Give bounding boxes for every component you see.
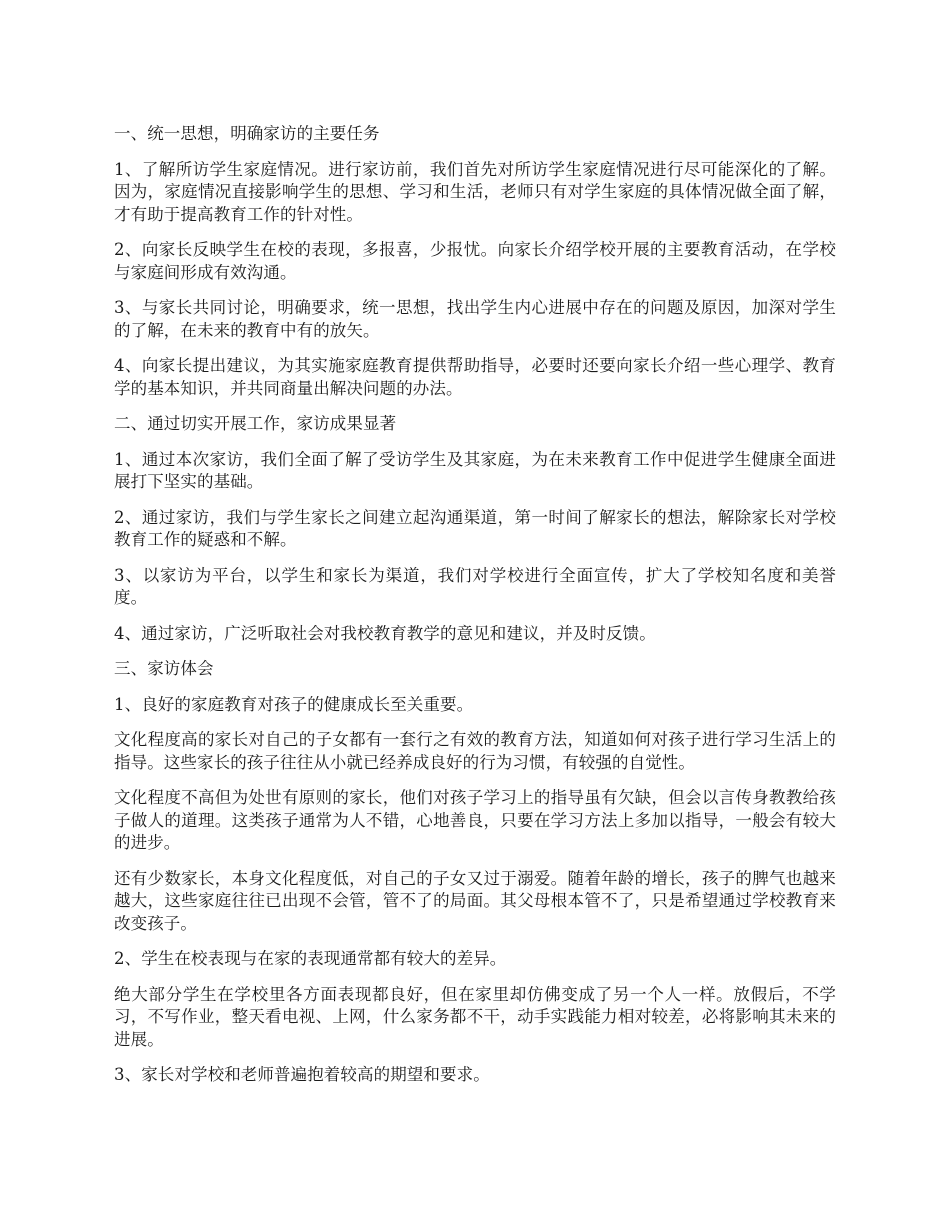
paragraph: 1、通过本次家访，我们全面了解了受访学生及其家庭，为在未来教育工作中促进学生健康全面进展打下坚实的基础。 (114, 449, 836, 491)
paragraph: 2、向家长反映学生在校的表现，多报喜，少报忧。向家长介绍学校开展的主要教育活动，在学校与家庭间形成有效沟通。 (114, 240, 836, 282)
paragraph: 2、学生在校表现与在家的表现通常都有较大的差异。 (114, 949, 507, 968)
section-heading-3: 三、家访体会 (114, 659, 214, 678)
document-body (114, 123, 836, 1100)
paragraph: 文化程度不高但为处世有原则的家长，他们对孩子学习上的指导虽有欠缺，但会以言传身教教给孩子做人的道理。这类孩子通常为人不错，心地善良，只要在学习方法上多加以指导，一般会有较大的进步。 (114, 788, 836, 852)
paragraph: 3、家长对学校和老师普遍抱着较高的期望和要求。 (114, 1065, 490, 1084)
paragraph: 绝大部分学生在学校里各方面表现都良好，但在家里却仿佛变成了另一个人一样。放假后，不学习，不写作业，整天看电视、上网，什么家务都不干，动手实践能力相对较差，必将影响其未来的进展。 (114, 984, 836, 1049)
paragraph: 1、良好的家庭教育对孩子的健康成长至关重要。 (114, 694, 474, 714)
section-heading-1: 一、统一思想，明确家访的主要任务 (114, 124, 380, 143)
paragraph: 4、向家长提出建议，为其实施家庭教育提供帮助指导，必要时还要向家长介绍一些心理学、教育学的基本知识，并共同商量出解决问题的办法。 (114, 356, 836, 398)
paragraph: 还有少数家长，本身文化程度低，对自己的子女又过于溺爱。随着年龄的增长，孩子的脾气也越来越大，这些家庭往往已出现不会管，管不了的局面。其父母根本管不了，只是希望通过学校教育来改变孩子。 (114, 868, 836, 933)
paragraph: 1、了解所访学生家庭情况。进行家访前，我们首先对所访学生家庭情况进行尽可能深化的了解。因为，家庭情况直接影响学生的思想、学习和生活，老师只有对学生家庭的具体情况做全面了解，才有助于提高教育工作的针对性。 (114, 159, 836, 224)
paragraph: 3、以家访为平台，以学生和家长为渠道，我们对学校进行全面宣传，扩大了学校知名度和美誉度。 (114, 565, 836, 607)
paragraph: 4、通过家访，广泛听取社会对我校教育教学的意见和建议，并及时反馈。 (114, 623, 656, 643)
section-heading-2: 二、通过切实开展工作，家访成果显著 (114, 414, 397, 433)
paragraph: 3、与家长共同讨论，明确要求，统一思想，找出学生内心进展中存在的问题及原因，加深对学生的了解，在未来的教育中有的放矢。 (114, 298, 836, 340)
paragraph: 文化程度高的家长对自己的子女都有一套行之有效的教育方法，知道如何对孩子进行学习生活上的指导。这些家长的孩子往往从小就已经养成良好的行为习惯，有较强的自觉性。 (114, 730, 836, 772)
paragraph: 2、通过家访，我们与学生家长之间建立起沟通渠道，第一时间了解家长的想法，解除家长对学校教育工作的疑惑和不解。 (114, 507, 836, 549)
